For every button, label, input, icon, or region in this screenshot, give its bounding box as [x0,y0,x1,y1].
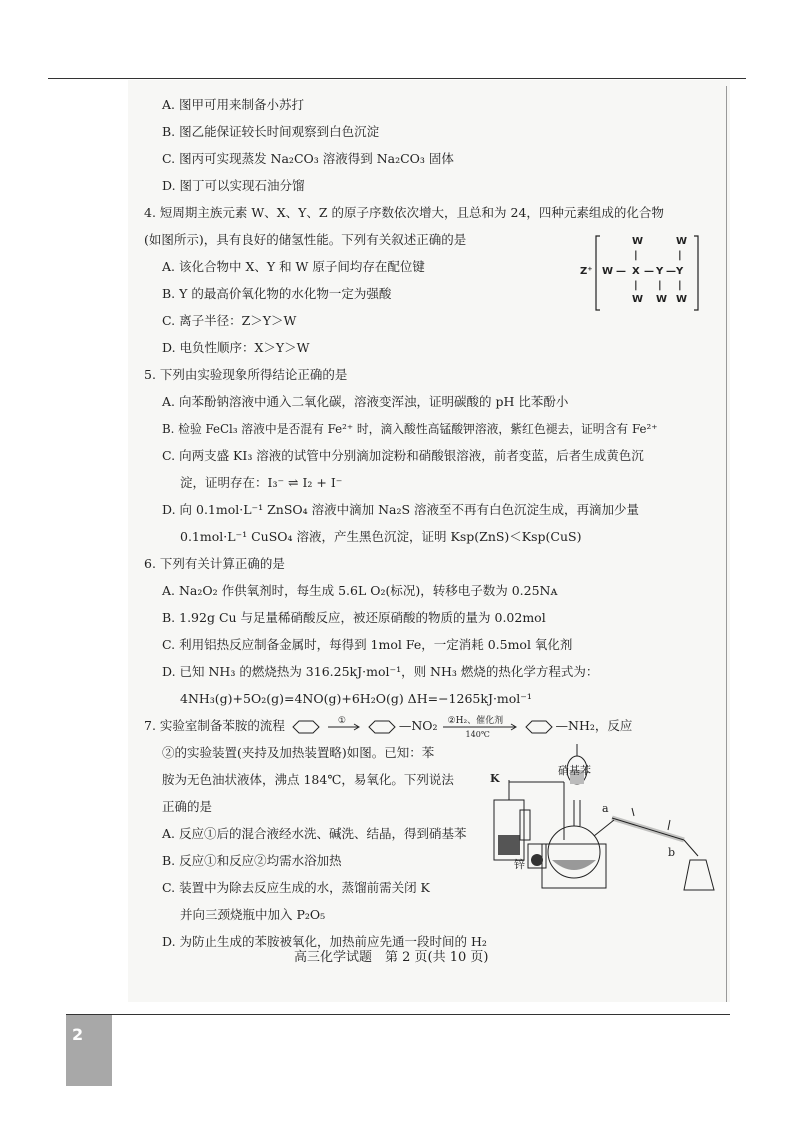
struct-bond: | [634,280,638,291]
struct-bond: | [634,250,638,261]
question-6: 6. 下列有关计算正确的是 [144,556,285,571]
footer-rule [66,1014,730,1015]
step2-temperature: 140℃ [465,729,490,739]
question-4-line1: 4. 短周期主族元素 W、X、Y、Z 的原子序数依次增大，且总和为 24，四种元素组成的化合物 [144,205,664,220]
benzene-icon [365,720,399,734]
arrow-step1 [327,715,361,734]
header-rule [48,78,746,79]
step2-label: ②H₂、催化剂 [447,715,504,726]
option-5c-line1: C. 向两支盛 KI₃ 溶液的试管中分别滴加淀粉和硝酸银溶液，前者变蓝，后者生成黄色沉 [162,448,644,463]
q7-prefix: 7. 实验室制备苯胺的流程 [144,718,285,733]
benzene-icon [522,720,556,734]
arrow-step2 [442,715,518,739]
option-5c-line2: 淀，证明存在：I₃⁻ ⇌ I₂ + I⁻ [180,475,343,490]
option-5d-line2: 0.1mol·L⁻¹ CuSO₄ 溶液，产生黑色沉淀，证明 Ksp(ZnS)＜Ksp(CuS) [180,529,582,544]
struct-z: Z⁺ [580,266,593,277]
label-b: b [668,846,676,859]
option-7b: B. 反应①和反应②均需水浴加热 [162,853,342,868]
page-number: 2 [72,1025,84,1044]
option-4d: D. 电负性顺序：X＞Y＞W [162,340,310,355]
apparatus-figure [484,740,722,900]
nitro-group: —NO₂ [398,718,438,733]
question-5: 5. 下列由实验现象所得结论正确的是 [144,367,348,382]
struct-w-bot2: W [656,294,668,305]
option-4c: C. 离子半径：Z＞Y＞W [162,313,297,328]
option-5a: A. 向苯酚钠溶液中通入二氧化碳，溶液变浑浊，证明碳酸的 pH 比苯酚小 [162,394,569,409]
question-7-line3: 胺为无色油状液体，沸点 184℃，易氧化。下列说法 [162,772,454,787]
option-7d: D. 为防止生成的苯胺被氧化，加热前应先通一段时间的 H₂ [162,934,487,949]
struct-w-top1: W [632,236,644,247]
option-5b: B. 检验 FeCl₃ 溶液中是否混有 Fe²⁺ 时，滴入酸性高锰酸钾溶液，紫红色褪去，证明含有 Fe²⁺ [162,422,658,436]
option-4b: B. Y 的最高价氧化物的水化物一定为强酸 [162,286,392,301]
label-nitrobenzene: 硝基苯 [558,764,591,777]
struct-w-bot1: W [632,294,644,305]
option-7c-line1: C. 装置中为除去反应生成的水，蒸馏前需关闭 K [162,880,430,895]
struct-bond: — [644,266,654,277]
option-3b: B. 图乙能保证较长时间观察到白色沉淀 [162,124,380,139]
page-footer: 高三化学试题 第 2 页(共 10 页) [294,950,489,965]
step1-label: ① [337,715,346,726]
option-6d-line1: D. 已知 NH₃ 的燃烧热为 316.25kJ·mol⁻¹，则 NH₃ 燃烧的热化学方程式为： [162,664,599,679]
label-valve-k: K [490,772,500,785]
option-4a: A. 该化合物中 X、Y 和 W 原子间均存在配位键 [162,259,425,274]
struct-bond: — [616,266,626,277]
option-3d: D. 图丁可以实现石油分馏 [162,178,305,193]
struct-bond: | [658,280,662,291]
label-a: a [602,802,609,815]
page-number-box [66,1015,112,1086]
struct-w-left: W [602,266,614,277]
page-edge-line [726,86,727,1002]
struct-y1: Y [656,266,664,277]
option-7c-line2: 并向三颈烧瓶中加入 P₂O₅ [180,907,326,922]
option-3c: C. 图丙可实现蒸发 Na₂CO₃ 溶液得到 Na₂CO₃ 固体 [162,151,454,166]
option-5d-line1: D. 向 0.1mol·L⁻¹ ZnSO₄ 溶液中滴加 Na₂S 溶液至不再有白色沉淀生成，再滴加少量 [162,502,640,517]
struct-bond: — [666,266,676,277]
option-6a: A. Na₂O₂ 作供氧剂时，每生成 5.6L O₂(标况)，转移电子数为 0.25Nᴀ [162,583,558,598]
struct-x: X [632,266,640,277]
option-6b: B. 1.92g Cu 与足量稀硝酸反应，被还原硝酸的物质的量为 0.02mol [162,610,546,625]
amino-group: —NH₂ [555,718,595,733]
question-7-line2: ②的实验装置(夹持及加热装置略)如图。已知：苯 [162,745,435,760]
compound-structure [580,234,700,312]
struct-w-bot3: W [676,294,688,305]
option-6d-line2: 4NH₃(g)+5O₂(g)=4NO(g)+6H₂O(g) ΔH=−1265kJ·mol⁻¹ [180,691,532,706]
q7-tail: ，反应 [594,718,633,733]
struct-w-top2: W [676,236,688,247]
struct-bond: | [678,250,682,261]
label-zinc: 锌 [514,858,525,871]
question-7-line4: 正确的是 [162,799,213,814]
question-7-line1 [144,713,632,740]
struct-y2: Y [676,266,684,277]
option-6c: C. 利用铝热反应制备金属时，每得到 1mol Fe，一定消耗 0.5mol 氧化剂 [162,637,573,652]
option-3a: A. 图甲可用来制备小苏打 [162,97,304,112]
apparatus-drawing [484,740,722,900]
benzene-icon [289,720,323,734]
struct-bond: | [678,280,682,291]
option-7a: A. 反应①后的混合液经水洗、碱洗、结晶，得到硝基苯 [162,826,467,841]
question-4-line2: (如图所示)，具有良好的储氢性能。下列有关叙述正确的是 [144,232,467,247]
